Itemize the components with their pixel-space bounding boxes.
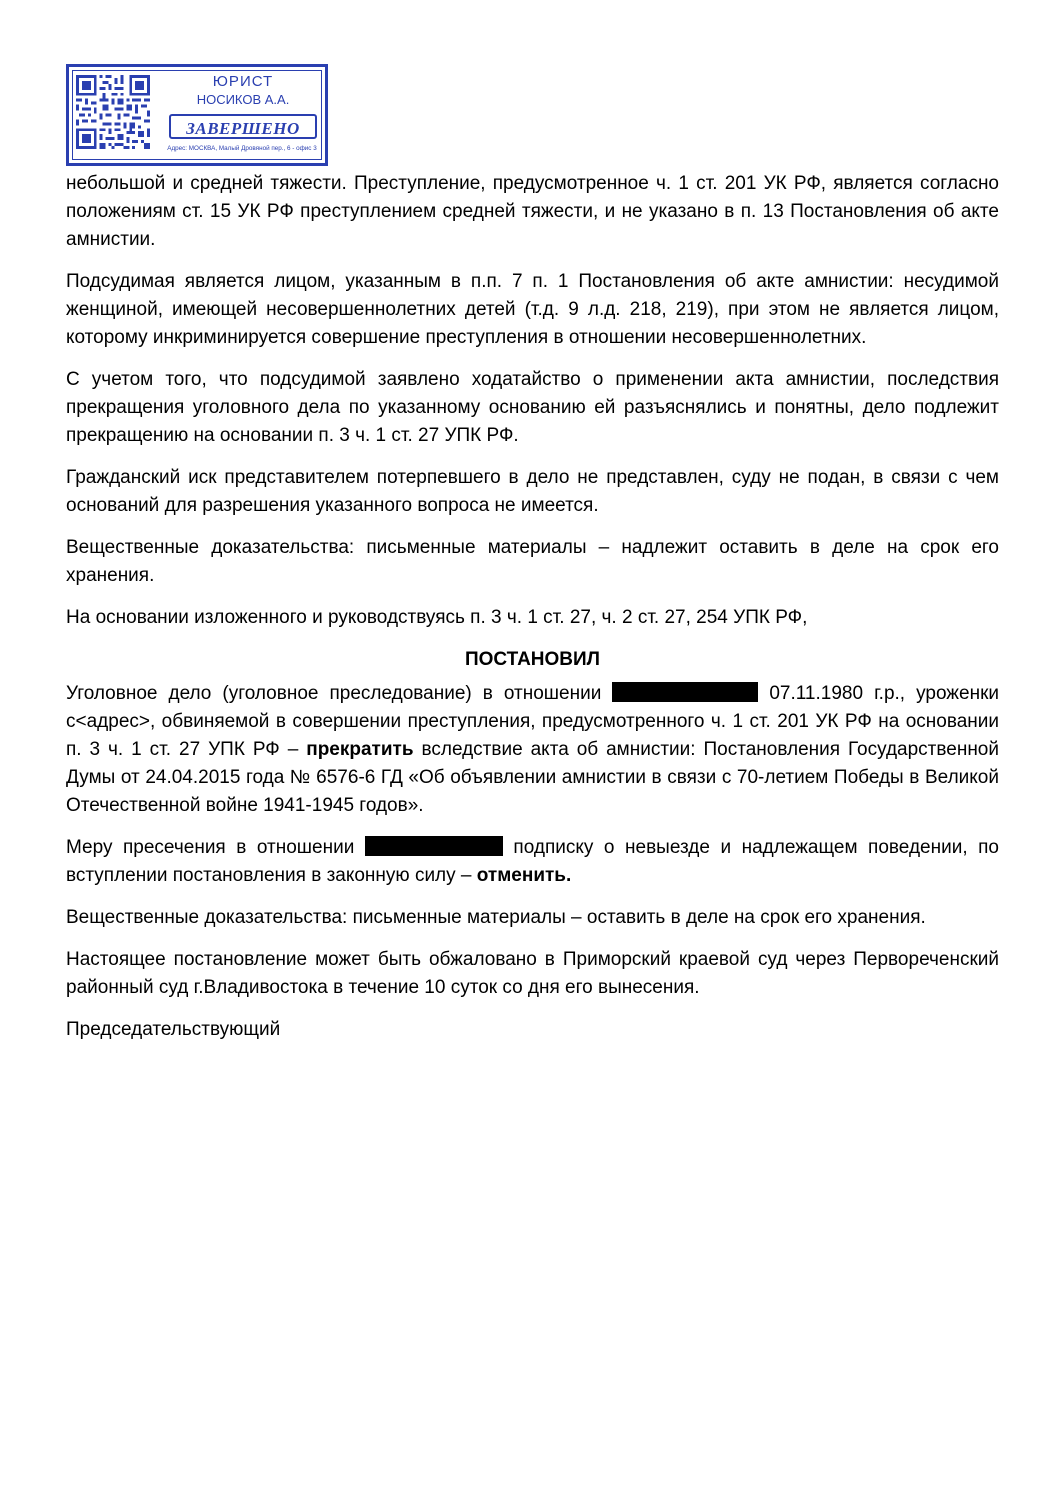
stamp-title: ЮРИСТ xyxy=(212,73,274,90)
stamp-name: НОСИКОВ А.А. xyxy=(196,92,290,107)
paragraph-evidence-decision: Вещественные доказательства: письменные материалы – оставить в деле на срок его хранения. xyxy=(66,907,926,928)
redacted-name-block xyxy=(612,682,758,702)
paragraph-appeal: Настоящее постановление может быть обжаловано в Приморский краевой суд через Первореченский районный суд г.Владивостока в течение 10 суток со дня его вынесения. xyxy=(66,949,999,998)
case-termination-text-c: вследствие акта об амнистии: Постановления Государственной Думы от 24.04.2015 года № 6576-6 ГД «Об объявлении амнистии в связи с 70-летием Победы в Великой Отечественной войне 1941-1945 годов». xyxy=(66,739,999,816)
paragraph-case-termination xyxy=(66,680,999,820)
preventive-measure-text-b: подписку о невыезде и надлежащем поведении, по вступлении постановления в законную силу – xyxy=(66,837,999,886)
stamp-address: Адрес: МОСКВА, Малый Дровяной пер., 6 - офис 3 xyxy=(167,145,317,152)
paragraph-crime-severity: небольшой и средней тяжести. Преступление, предусмотренное ч. 1 ст. 201 УК РФ, является согласно положениям ст. 15 УК РФ преступлением средней тяжести, и не указано в п. 13 Постановления об акте амнистии. xyxy=(66,173,999,250)
paragraph-legal-basis: На основании изложенного и руководствуясь п. 3 ч. 1 ст. 27, ч. 2 ст. 27, 254 УПК РФ, xyxy=(66,607,808,628)
decision-heading: ПОСТАНОВИЛ xyxy=(464,649,601,670)
paragraph-evidence: Вещественные доказательства: письменные материалы – надлежит оставить в деле на срок его хранения. xyxy=(66,537,999,586)
preventive-measure-text-a: Меру пресечения в отношении xyxy=(66,837,365,858)
case-termination-verdict: прекратить xyxy=(306,739,414,760)
paragraph-amnesty-motion: С учетом того, что подсудимой заявлено ходатайство о применении акта амнистии, последствия прекращения уголовного дела по указанному основанию ей разъяснялись и понятны, дело подлежит прекращению на основании п. 3 ч. 1 ст. 27 УПК РФ. xyxy=(66,369,999,446)
case-termination-text-b: 07.11.1980 г.р., уроженки с<адрес>, обвиняемой в совершении преступления, предусмотренного ч. 1 ст. 201 УК РФ на основании п. 3 ч. 1 ст. 27 УПК РФ – xyxy=(66,683,999,760)
preventive-measure-verdict: отменить. xyxy=(476,865,572,886)
lawyer-stamp xyxy=(66,64,328,166)
qr-code-icon xyxy=(76,75,150,149)
paragraph-civil-claim: Гражданский иск представителем потерпевшего в дело не представлен, суду не подан, в связи с чем оснований для разрешения указанного вопроса не имеется. xyxy=(66,467,999,516)
redacted-name-block xyxy=(365,836,503,856)
stamp-status: ЗАВЕРШЕНО xyxy=(169,114,317,139)
document-body xyxy=(66,170,999,1058)
paragraph-preventive-measure xyxy=(66,834,999,890)
case-termination-text-a: Уголовное дело (уголовное преследование) в отношении xyxy=(66,683,613,704)
presiding-judge-label: Председательствующий xyxy=(66,1019,281,1040)
paragraph-defendant-status: Подсудимая является лицом, указанным в п.п. 7 п. 1 Постановления об акте амнистии: несудимой женщиной, имеющей несовершеннолетних детей (т.д. 9 л.д. 218, 219), при этом не является лицом, которому инкриминируется совершение преступления в отношении несовершеннолетних. xyxy=(66,271,999,348)
